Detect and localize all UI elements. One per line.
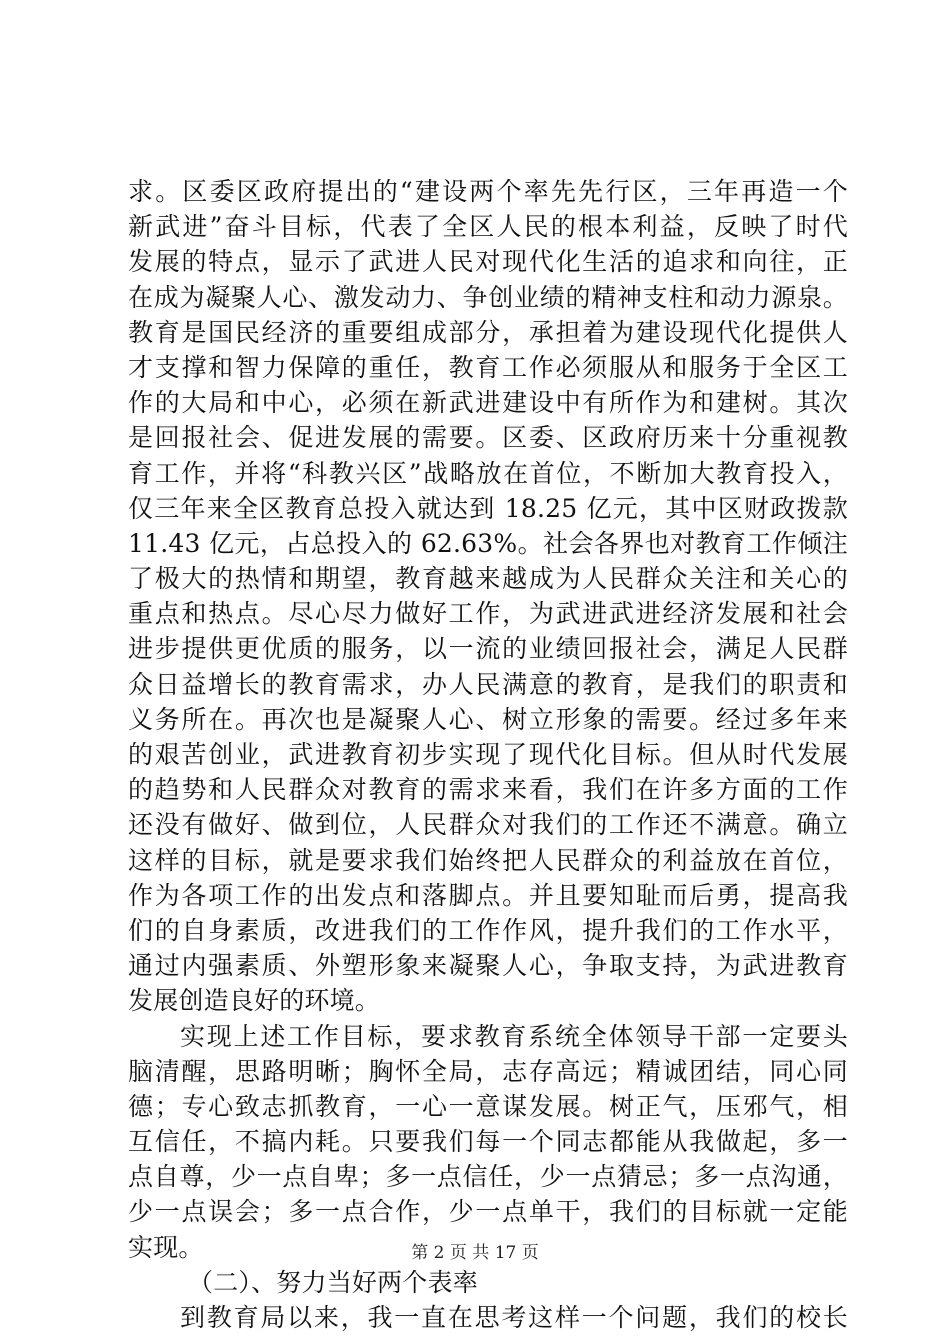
paragraph-first-line: 实现上述工作目标，要求教育系统全体领导干部一定要头 bbox=[180, 1021, 848, 1051]
text-line: 通过内强素质、外塑形象来凝聚人心，争取支持，为武进教育 bbox=[128, 951, 848, 981]
text-line: 新武进”奋斗目标，代表了全区人民的根本利益，反映了时代 bbox=[128, 212, 848, 242]
text-line: 的趋势和人民群众对教育的需求来看，我们在许多方面的工作 bbox=[128, 775, 848, 805]
text-line: 进步提供更优质的服务，以一流的业绩回报社会，满足人民群 bbox=[128, 634, 848, 664]
text-line: 少一点误会；多一点合作，少一点单干，我们的目标就一定能 bbox=[128, 1197, 848, 1227]
text-line: 们的自身素质，改进我们的工作作风，提升我们的工作水平， bbox=[128, 915, 848, 945]
text-line: 德；专心致志抓教育，一心一意谋发展。树正气，压邪气，相 bbox=[128, 1091, 848, 1121]
text-line: 育工作，并将“科教兴区”战略放在首位，不断加大教育投入， bbox=[128, 458, 848, 488]
text-line: 互信任，不搞内耗。只要我们每一个同志都能从我做起，多一 bbox=[128, 1127, 848, 1157]
text-line: 的艰苦创业，武进教育初步实现了现代化目标。但从时代发展 bbox=[128, 740, 848, 769]
text-line: 重点和热点。尽心尽力做好工作，为武进武进经济发展和社会 bbox=[128, 599, 848, 629]
text-line: 脑清醒，思路明晰；胸怀全局，志存高远；精诚团结，同心同 bbox=[128, 1056, 848, 1086]
text-line: 作为各项工作的出发点和落脚点。并且要知耻而后勇，提高我 bbox=[128, 880, 848, 910]
text-line: 作的大局和中心，必须在新武进建设中有所作为和建树。其次 bbox=[128, 388, 848, 418]
text-line: 11.43 亿元，占总投入的 62.63%。社会各界也对教育工作倾注 bbox=[128, 528, 848, 558]
text-line: 发展的特点，显示了武进人民对现代化生活的追求和向往，正 bbox=[128, 247, 848, 277]
text-line: 教育是国民经济的重要组成部分，承担着为建设现代化提供人 bbox=[128, 317, 848, 347]
text-line: 才支撑和智力保障的重任，教育工作必须服从和服务于全区工 bbox=[128, 352, 848, 382]
text-line: 义务所在。再次也是凝聚人心、树立形象的需要。经过多年来 bbox=[128, 704, 848, 734]
text-line: 实现。 bbox=[128, 1232, 204, 1262]
document-body bbox=[128, 174, 848, 1335]
page-footer: 第 2 页 共 17 页 bbox=[411, 1243, 539, 1263]
text-line: 是回报社会、促进发展的需要。区委、区政府历来十分重视教 bbox=[128, 423, 848, 453]
text-line: 还没有做好、做到位，人民群众对我们的工作还不满意。确立 bbox=[128, 810, 848, 840]
text-line: 了极大的热情和期望，教育越来越成为人民群众关注和关心的 bbox=[128, 564, 848, 594]
text-line: 在成为凝聚人心、激发动力、争创业绩的精神支柱和动力源泉。 bbox=[128, 282, 848, 312]
text-line: 点自尊，少一点自卑；多一点信任，少一点猜忌；多一点沟通， bbox=[128, 1162, 848, 1192]
text-line: 这样的目标，就是要求我们始终把人民群众的利益放在首位， bbox=[128, 845, 848, 875]
text-line: 发展创造良好的环境。 bbox=[128, 986, 381, 1016]
text-line: 求。区委区政府提出的“建设两个率先先行区，三年再造一个 bbox=[128, 177, 848, 206]
paragraph-first-line: 到教育局以来，我一直在思考这样一个问题，我们的校长 bbox=[180, 1303, 848, 1332]
section-heading: （二）、努力当好两个表率 bbox=[188, 1267, 478, 1297]
text-line: 众日益增长的教育需求，办人民满意的教育，是我们的职责和 bbox=[128, 669, 848, 699]
text-line: 仅三年来全区教育总投入就达到 18.25 亿元，其中区财政拨款 bbox=[128, 493, 848, 523]
